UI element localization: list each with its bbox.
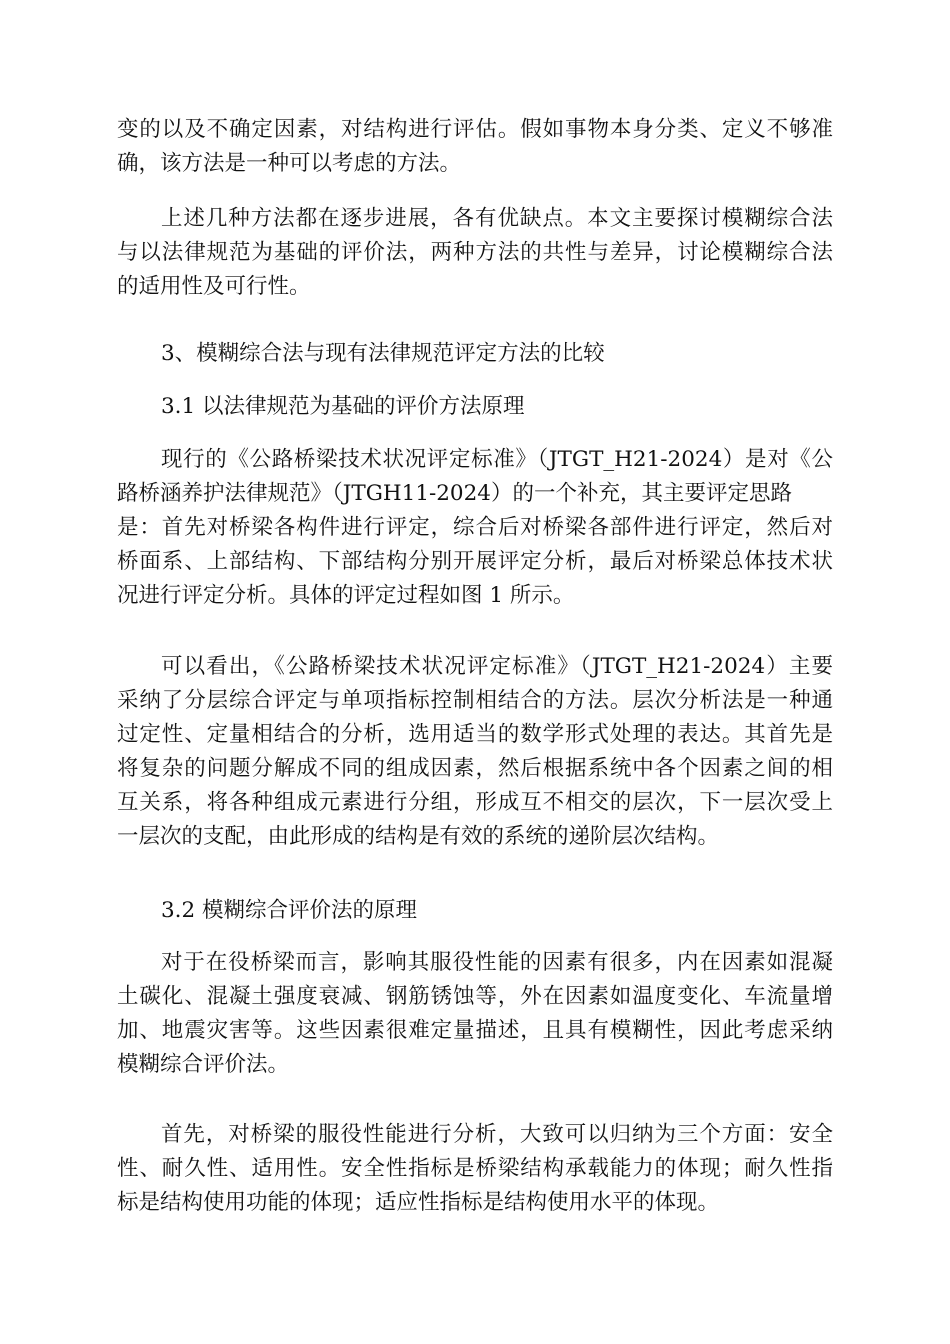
text-line: 模糊综合评价法。 — [117, 1052, 290, 1077]
text-line: 加、地震灾害等。这些因素很难定量描述，且具有模糊性，因此考虑采纳 — [117, 1018, 833, 1043]
text-line: 首先，对桥梁的服役性能进行分析，大致可以归纳为三个方面：安全 — [161, 1122, 833, 1147]
section-heading-3 — [117, 337, 833, 371]
paragraph-standard-description — [117, 443, 833, 613]
text-line: 与以法律规范为基础的评价法，两种方法的共性与差异，讨论模糊综合法 — [117, 240, 833, 265]
text-line: 变的以及不确定因素，对结构进行评估。假如事物本身分类、定义不够准 — [117, 117, 833, 142]
text-line: 上述几种方法都在逐步进展，各有优缺点。本文主要探讨模糊综合法 — [161, 206, 833, 231]
text-line: 路桥涵养护法律规范》（JTGH11-2024）的一个补充，其主要评定思路 — [117, 481, 792, 506]
paragraph-continuation — [117, 113, 833, 181]
paragraph-performance-analysis — [117, 1118, 833, 1220]
text-line: 互关系，将各种组成元素进行分组，形成互不相交的层次，下一层次受上 — [117, 790, 833, 815]
text-line: 对于在役桥梁而言，影响其服役性能的因素有很多，内在因素如混凝 — [161, 950, 833, 975]
text-line: 况进行评定分析。具体的评定过程如图 1 所示。 — [117, 583, 575, 608]
paragraph-methods-overview — [117, 202, 833, 304]
text-line: 土碳化、混凝土强度衰减、钢筋锈蚀等，外在因素如温度变化、车流量增 — [117, 984, 833, 1009]
section-heading-3-2 — [117, 894, 833, 928]
paragraph-fuzzy-factors — [117, 946, 833, 1082]
text-line: 过定性、定量相结合的分析，选用适当的数学形式处理的表达。其首先是 — [117, 722, 833, 747]
text-line: 性、耐久性、适用性。安全性指标是桥梁结构承载能力的体现；耐久性指 — [117, 1156, 833, 1181]
text-line: 将复杂的问题分解成不同的组成因素，然后根据系统中各个因素之间的相 — [117, 756, 833, 781]
paragraph-hierarchy-analysis — [117, 650, 833, 854]
text-line: 标是结构使用功能的体现；适应性指标是结构使用水平的体现。 — [117, 1190, 720, 1215]
text-line: 的适用性及可行性。 — [117, 274, 311, 299]
text-line: 采纳了分层综合评定与单项指标控制相结合的方法。层次分析法是一种通 — [117, 688, 833, 713]
heading-text: 3.2 模糊综合评价法的原理 — [161, 898, 418, 923]
heading-text: 3、模糊综合法与现有法律规范评定方法的比较 — [161, 341, 605, 366]
section-heading-3-1 — [117, 390, 833, 424]
text-line: 可以看出，《公路桥梁技术状况评定标准》（JTGT_H21-2024）主要 — [161, 654, 833, 679]
text-line: 现行的《公路桥梁技术状况评定标准》（JTGT_H21-2024）是对《公 — [161, 447, 833, 472]
text-line: 一层次的支配，由此形成的结构是有效的系统的递阶层次结构。 — [117, 824, 720, 849]
text-line: 是：首先对桥梁各构件进行评定，综合后对桥梁各部件进行评定，然后对 — [117, 515, 833, 540]
text-line: 确，该方法是一种可以考虑的方法。 — [117, 151, 462, 176]
text-line: 桥面系、上部结构、下部结构分别开展评定分析，最后对桥梁总体技术状 — [117, 549, 833, 574]
heading-text: 3.1 以法律规范为基础的评价方法原理 — [161, 394, 525, 419]
